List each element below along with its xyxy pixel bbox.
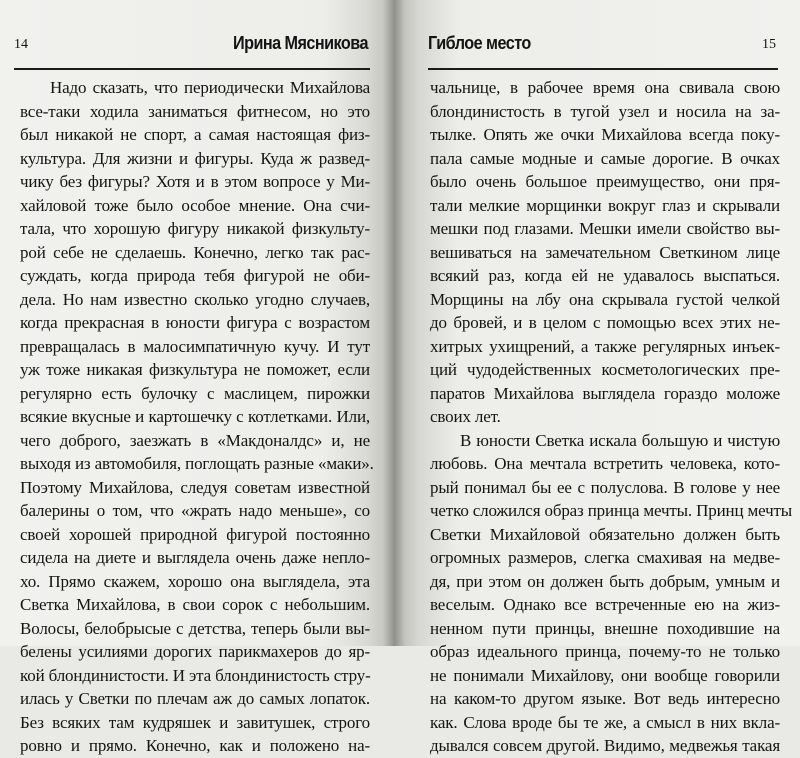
left-page-number: 14 (14, 37, 28, 52)
text-line: пала самые модные и самые дорогие. В очках (430, 148, 780, 168)
text-line: чальнице, в рабочее время она свивала свою (430, 78, 780, 97)
left-page (0, 0, 394, 755)
text-line: культура. Для жизни и фигуры. Куда ж развед- (20, 148, 370, 168)
text-line: не понимали Михайлову, они вообще говорили (430, 665, 780, 685)
text-line: тала, что хорошую фигуру никакой физкульту- (20, 219, 370, 238)
text-line: был никакой не спорт, а самая настоящая физ- (20, 125, 370, 144)
text-line: огромных размеров, слегка смахивая на медве- (430, 548, 780, 567)
text-line: уж тоже никакая физкультура не поможет, если (20, 360, 370, 379)
text-line: вешиваться на замечательном Светкином лице (430, 242, 780, 262)
right-page-number: 15 (762, 37, 776, 52)
text-line: превращалась в малосимпатичную кучу. И тут (20, 336, 370, 356)
text-line: В юности Светка искала большую и чистую (460, 430, 780, 450)
text-line: Светка Михайлова, в свои сорок с небольшим. (20, 595, 370, 614)
text-line: регулярно есть булочку с маслицем, пирожки (20, 383, 370, 403)
text-line: Поэтому Михайлова, следуя советам известной (20, 477, 370, 497)
text-line: балерины о том, что «жрать надо меньше», со (20, 501, 370, 520)
text-line: илась у Светки по плечам аж до самых лопаток. (20, 689, 370, 708)
text-line: тылке. Опять же очки Михайлова всегда поку- (430, 125, 780, 144)
text-line: рой себе не сделаешь. Конечно, легко так рас- (20, 242, 370, 262)
right-page (394, 0, 800, 755)
text-line: на каком-то другом языке. Вот ведь интересно (430, 689, 780, 708)
text-line: как. Слова вроде бы те же, а смысл в них вкла- (430, 712, 780, 732)
text-line: когда прекрасная в юности фигура с возрастом (20, 313, 370, 332)
text-line: ненном пути принцы, внешне походившие на (430, 618, 780, 638)
text-line: всякие вкусные и картошечку с котлетками. Или, (20, 407, 370, 426)
left-page-text (20, 76, 374, 758)
text-line: выходя из автомобиля, поглощать разные «маки». (20, 454, 374, 473)
text-line: тали мелкие морщинки вокруг глаз и скрывали (430, 195, 780, 215)
text-line: дела. Но нам известно сколько угодно случаев, (20, 289, 370, 309)
text-line: своих лет. (430, 407, 501, 426)
text-line: суждать, когда природа тебя фигурой не оби- (20, 266, 370, 285)
text-line: белены усилиями дорогих парикмахеров до яр- (20, 642, 370, 661)
text-line: хитрых ухищрений, а также регулярных инъек- (430, 336, 780, 356)
text-line: дывался совсем другой. Видимо, медвежья такая (430, 736, 780, 755)
text-line: ций чудодейственных косметологических пре- (430, 360, 780, 379)
text-line: рый понимал бы ее с полуслова. В голове у нее (430, 477, 780, 497)
text-line: было очень большое преимущество, они пря- (430, 172, 780, 191)
text-line: хайловой тоже было особое мнение. Она счи- (20, 195, 370, 215)
text-line: до бровей, и в целом с помощью всех этих не- (430, 313, 780, 332)
text-line: Морщины на лбу она скрывала густой челкой (430, 289, 780, 309)
text-line: сидела на диете и выглядела очень даже непло- (20, 548, 370, 567)
text-line: Без всяких там кудряшек и завитушек, строго (20, 712, 370, 732)
text-line: образ идеального принца, почему-то не только (430, 642, 780, 661)
left-page-running-title: Ирина Мясникова (233, 33, 368, 53)
text-line: Надо сказать, что периодически Михайлова (50, 78, 370, 97)
text-line: ровно и прямо. Конечно, как и положено на- (20, 736, 370, 755)
text-line: дя, при этом он должен быть добрым, умным и (430, 571, 780, 591)
right-page-text (430, 76, 793, 758)
right-page-running-title: Гиблое место (428, 33, 531, 53)
text-line: четко сложился образ принца мечты. Принц мечты (430, 501, 793, 520)
left-page-header (14, 28, 370, 70)
text-line: все-таки ходила заниматься фитнесом, но это (20, 101, 370, 121)
text-line: веселым. Однако все встреченные ею на жиз- (430, 595, 780, 614)
text-line: Светки Михайловой обязательно должен быть (430, 524, 780, 544)
text-line: чику без фигуры? Хотя и в этом вопросе у Ми- (20, 172, 370, 191)
text-line: любовь. Она мечтала встретить человека, кото- (430, 454, 780, 473)
text-line: хо. Прямо скажем, хорошо она выглядела, эта (20, 571, 370, 591)
text-line: мешки под глазами. Мешки имели свойство вы- (430, 219, 780, 238)
text-line: блондинистость в тугой узел и носила на за- (430, 101, 780, 121)
text-line: всякий раз, когда ей не удавалось выспаться. (430, 266, 780, 285)
text-line: своей хорошей природной фигурой постоянно (20, 524, 370, 544)
text-line: Волосы, белобрысые с детства, теперь были вы- (20, 618, 370, 638)
text-line: паратов Михайлова выглядела гораздо моложе (430, 383, 780, 403)
text-line: чего доброго, заезжать в «Макдоналдс» и, не (20, 430, 370, 450)
text-line: кой блондинистости. И эта блондинистость стру- (20, 665, 371, 685)
right-page-header (428, 28, 778, 70)
